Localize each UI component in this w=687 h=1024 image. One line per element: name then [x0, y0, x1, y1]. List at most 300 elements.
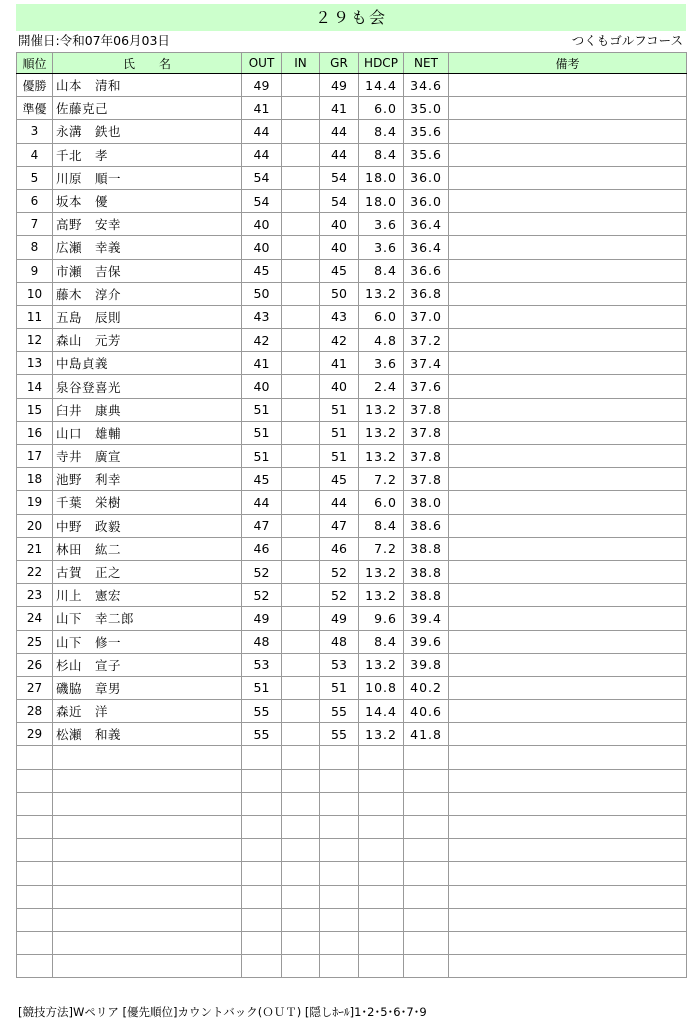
- name-cell: [53, 816, 242, 839]
- table-row: [17, 862, 687, 885]
- in-cell: [282, 885, 320, 908]
- rank-cell: [17, 816, 53, 839]
- name-cell: 中野 政毅: [53, 514, 242, 537]
- net-cell: 39.6: [404, 630, 449, 653]
- rank-cell: 16: [17, 421, 53, 444]
- hdcp-cell: 13.2: [359, 445, 404, 468]
- net-cell: 37.2: [404, 329, 449, 352]
- net-cell: [404, 908, 449, 931]
- gross-cell: 51: [320, 398, 359, 421]
- remarks-cell: [449, 816, 687, 839]
- hdcp-cell: 3.6: [359, 213, 404, 236]
- remarks-cell: [449, 491, 687, 514]
- out-cell: 52: [242, 584, 282, 607]
- remarks-cell: [449, 908, 687, 931]
- out-cell: 41: [242, 97, 282, 120]
- table-row: [17, 653, 687, 676]
- in-cell: [282, 676, 320, 699]
- table-row: [17, 189, 687, 212]
- net-cell: 37.8: [404, 398, 449, 421]
- in-cell: [282, 398, 320, 421]
- name-cell: 高野 安幸: [53, 213, 242, 236]
- remarks-cell: [449, 769, 687, 792]
- net-cell: 36.6: [404, 259, 449, 282]
- table-row: [17, 792, 687, 815]
- table-row: [17, 74, 687, 97]
- out-cell: [242, 839, 282, 862]
- name-cell: [53, 839, 242, 862]
- table-row: [17, 560, 687, 583]
- rank-cell: 23: [17, 584, 53, 607]
- net-cell: 37.6: [404, 375, 449, 398]
- name-cell: 千北 孝: [53, 143, 242, 166]
- out-cell: 50: [242, 282, 282, 305]
- hdcp-cell: 8.4: [359, 143, 404, 166]
- in-cell: [282, 305, 320, 328]
- net-cell: 36.4: [404, 236, 449, 259]
- out-cell: 43: [242, 305, 282, 328]
- name-cell: 松瀬 和義: [53, 723, 242, 746]
- event-date: 開催日:令和07年06月03日: [18, 33, 170, 48]
- net-cell: 39.8: [404, 653, 449, 676]
- out-cell: 40: [242, 236, 282, 259]
- hdcp-cell: 13.2: [359, 421, 404, 444]
- net-cell: 35.0: [404, 97, 449, 120]
- rank-cell: [17, 955, 53, 978]
- name-cell: [53, 885, 242, 908]
- in-cell: [282, 537, 320, 560]
- name-cell: 五島 辰則: [53, 305, 242, 328]
- net-cell: 36.0: [404, 166, 449, 189]
- hdcp-cell: 4.8: [359, 329, 404, 352]
- column-header-hdcp: HDCP: [359, 53, 404, 74]
- column-header-gross: GR: [320, 53, 359, 74]
- rank-cell: 8: [17, 236, 53, 259]
- remarks-cell: [449, 143, 687, 166]
- net-cell: 37.0: [404, 305, 449, 328]
- in-cell: [282, 282, 320, 305]
- gross-cell: 49: [320, 607, 359, 630]
- name-cell: [53, 862, 242, 885]
- remarks-cell: [449, 74, 687, 97]
- table-row: [17, 213, 687, 236]
- hdcp-cell: [359, 792, 404, 815]
- hdcp-cell: 13.2: [359, 560, 404, 583]
- in-cell: [282, 653, 320, 676]
- out-cell: 46: [242, 537, 282, 560]
- gross-cell: [320, 862, 359, 885]
- out-cell: 53: [242, 653, 282, 676]
- hdcp-cell: [359, 769, 404, 792]
- rank-cell: 12: [17, 329, 53, 352]
- rank-cell: 準優: [17, 97, 53, 120]
- out-cell: 49: [242, 607, 282, 630]
- rank-cell: [17, 792, 53, 815]
- out-cell: [242, 931, 282, 954]
- hdcp-cell: 2.4: [359, 375, 404, 398]
- remarks-cell: [449, 120, 687, 143]
- name-cell: 坂本 優: [53, 189, 242, 212]
- rank-cell: 6: [17, 189, 53, 212]
- name-cell: 広瀬 幸義: [53, 236, 242, 259]
- out-cell: 51: [242, 676, 282, 699]
- net-cell: 38.8: [404, 584, 449, 607]
- name-cell: 泉谷登喜光: [53, 375, 242, 398]
- page-title: ２９も会: [16, 4, 686, 31]
- net-cell: [404, 862, 449, 885]
- table-row: [17, 143, 687, 166]
- gross-cell: [320, 769, 359, 792]
- remarks-cell: [449, 445, 687, 468]
- name-cell: [53, 955, 242, 978]
- gross-cell: 42: [320, 329, 359, 352]
- table-row: [17, 445, 687, 468]
- gross-cell: [320, 816, 359, 839]
- rank-cell: 18: [17, 468, 53, 491]
- gross-cell: [320, 908, 359, 931]
- in-cell: [282, 421, 320, 444]
- out-cell: 51: [242, 398, 282, 421]
- rank-cell: 9: [17, 259, 53, 282]
- name-cell: [53, 931, 242, 954]
- out-cell: 51: [242, 445, 282, 468]
- in-cell: [282, 607, 320, 630]
- remarks-cell: [449, 839, 687, 862]
- hdcp-cell: [359, 955, 404, 978]
- in-cell: [282, 97, 320, 120]
- gross-cell: 40: [320, 213, 359, 236]
- net-cell: 38.8: [404, 537, 449, 560]
- rank-cell: 7: [17, 213, 53, 236]
- table-row: [17, 537, 687, 560]
- gross-cell: 52: [320, 560, 359, 583]
- in-cell: [282, 189, 320, 212]
- competition-rules: [競技方法]Wペリア [優先順位]カウントバック(ＯＵＴ) [隠しﾎｰﾙ]1･2･5･6･7･9: [18, 1005, 427, 1019]
- out-cell: [242, 908, 282, 931]
- remarks-cell: [449, 560, 687, 583]
- in-cell: [282, 352, 320, 375]
- in-cell: [282, 74, 320, 97]
- remarks-cell: [449, 329, 687, 352]
- gross-cell: 49: [320, 74, 359, 97]
- hdcp-cell: [359, 931, 404, 954]
- in-cell: [282, 514, 320, 537]
- table-row: [17, 885, 687, 908]
- out-cell: [242, 816, 282, 839]
- table-row: [17, 97, 687, 120]
- net-cell: 38.0: [404, 491, 449, 514]
- table-row: [17, 816, 687, 839]
- name-cell: 藤木 淳介: [53, 282, 242, 305]
- rank-cell: 22: [17, 560, 53, 583]
- remarks-cell: [449, 421, 687, 444]
- hdcp-cell: [359, 746, 404, 769]
- rank-cell: 11: [17, 305, 53, 328]
- gross-cell: 44: [320, 491, 359, 514]
- out-cell: 47: [242, 514, 282, 537]
- table-row: [17, 630, 687, 653]
- column-header-remarks: 備考: [449, 53, 687, 74]
- table-row: [17, 700, 687, 723]
- table-row: [17, 514, 687, 537]
- out-cell: 45: [242, 259, 282, 282]
- rank-cell: 20: [17, 514, 53, 537]
- net-cell: 41.8: [404, 723, 449, 746]
- name-cell: 山下 幸二郎: [53, 607, 242, 630]
- net-cell: 40.6: [404, 700, 449, 723]
- rank-cell: 13: [17, 352, 53, 375]
- in-cell: [282, 445, 320, 468]
- out-cell: 54: [242, 166, 282, 189]
- table-row: [17, 584, 687, 607]
- net-cell: 37.8: [404, 445, 449, 468]
- hdcp-cell: 14.4: [359, 74, 404, 97]
- table-row: [17, 329, 687, 352]
- net-cell: 35.6: [404, 120, 449, 143]
- rank-cell: 10: [17, 282, 53, 305]
- table-row: [17, 352, 687, 375]
- rank-cell: 5: [17, 166, 53, 189]
- in-cell: [282, 908, 320, 931]
- out-cell: [242, 792, 282, 815]
- hdcp-cell: [359, 862, 404, 885]
- table-row: [17, 908, 687, 931]
- remarks-cell: [449, 700, 687, 723]
- remarks-cell: [449, 259, 687, 282]
- in-cell: [282, 166, 320, 189]
- in-cell: [282, 746, 320, 769]
- rank-cell: [17, 931, 53, 954]
- net-cell: [404, 816, 449, 839]
- table-header-row: [17, 53, 687, 74]
- net-cell: 34.6: [404, 74, 449, 97]
- gross-cell: 54: [320, 189, 359, 212]
- name-cell: 森近 洋: [53, 700, 242, 723]
- net-cell: 36.4: [404, 213, 449, 236]
- table-row: [17, 375, 687, 398]
- rank-cell: [17, 908, 53, 931]
- in-cell: [282, 584, 320, 607]
- rank-cell: 19: [17, 491, 53, 514]
- table-row: [17, 259, 687, 282]
- hdcp-cell: 8.4: [359, 120, 404, 143]
- name-cell: 永溝 鉄也: [53, 120, 242, 143]
- gross-cell: 41: [320, 352, 359, 375]
- gross-cell: 45: [320, 259, 359, 282]
- remarks-cell: [449, 885, 687, 908]
- rank-cell: [17, 862, 53, 885]
- table-row: [17, 120, 687, 143]
- table-row: [17, 166, 687, 189]
- name-cell: 川上 憲宏: [53, 584, 242, 607]
- in-cell: [282, 120, 320, 143]
- rank-cell: 28: [17, 700, 53, 723]
- out-cell: 54: [242, 189, 282, 212]
- rank-cell: 3: [17, 120, 53, 143]
- net-cell: [404, 955, 449, 978]
- name-cell: 古賀 正之: [53, 560, 242, 583]
- in-cell: [282, 723, 320, 746]
- net-cell: 37.4: [404, 352, 449, 375]
- hdcp-cell: [359, 816, 404, 839]
- gross-cell: 40: [320, 236, 359, 259]
- table-row: [17, 839, 687, 862]
- out-cell: 40: [242, 375, 282, 398]
- gross-cell: 40: [320, 375, 359, 398]
- hdcp-cell: 7.2: [359, 537, 404, 560]
- hdcp-cell: 13.2: [359, 584, 404, 607]
- name-cell: 山口 雄輔: [53, 421, 242, 444]
- net-cell: 36.0: [404, 189, 449, 212]
- remarks-cell: [449, 792, 687, 815]
- remarks-cell: [449, 746, 687, 769]
- hdcp-cell: 13.2: [359, 398, 404, 421]
- hdcp-cell: 8.4: [359, 514, 404, 537]
- in-cell: [282, 468, 320, 491]
- gross-cell: 54: [320, 166, 359, 189]
- net-cell: [404, 931, 449, 954]
- out-cell: [242, 955, 282, 978]
- gross-cell: [320, 955, 359, 978]
- net-cell: 37.8: [404, 468, 449, 491]
- gross-cell: 50: [320, 282, 359, 305]
- rank-cell: 29: [17, 723, 53, 746]
- gross-cell: [320, 792, 359, 815]
- net-cell: 38.8: [404, 560, 449, 583]
- gross-cell: [320, 885, 359, 908]
- remarks-cell: [449, 862, 687, 885]
- net-cell: 37.8: [404, 421, 449, 444]
- column-header-name: 氏 名: [53, 53, 242, 74]
- name-cell: 森山 元芳: [53, 329, 242, 352]
- table-row: [17, 676, 687, 699]
- remarks-cell: [449, 213, 687, 236]
- out-cell: 44: [242, 491, 282, 514]
- name-cell: 山下 修一: [53, 630, 242, 653]
- remarks-cell: [449, 630, 687, 653]
- hdcp-cell: [359, 839, 404, 862]
- table-row: [17, 421, 687, 444]
- table-body: [17, 74, 687, 978]
- in-cell: [282, 236, 320, 259]
- net-cell: 35.6: [404, 143, 449, 166]
- hdcp-cell: [359, 885, 404, 908]
- rank-cell: [17, 885, 53, 908]
- hdcp-cell: 7.2: [359, 468, 404, 491]
- rank-cell: 4: [17, 143, 53, 166]
- remarks-cell: [449, 375, 687, 398]
- out-cell: 42: [242, 329, 282, 352]
- hdcp-cell: 6.0: [359, 491, 404, 514]
- column-header-rank: 順位: [17, 53, 53, 74]
- net-cell: [404, 746, 449, 769]
- remarks-cell: [449, 514, 687, 537]
- gross-cell: [320, 746, 359, 769]
- rank-cell: 27: [17, 676, 53, 699]
- out-cell: 51: [242, 421, 282, 444]
- out-cell: 55: [242, 700, 282, 723]
- out-cell: 44: [242, 143, 282, 166]
- in-cell: [282, 491, 320, 514]
- table-row: [17, 236, 687, 259]
- out-cell: 49: [242, 74, 282, 97]
- remarks-cell: [449, 653, 687, 676]
- in-cell: [282, 630, 320, 653]
- out-cell: 40: [242, 213, 282, 236]
- name-cell: 寺井 廣宣: [53, 445, 242, 468]
- rank-cell: 17: [17, 445, 53, 468]
- hdcp-cell: 6.0: [359, 97, 404, 120]
- table-row: [17, 769, 687, 792]
- name-cell: 佐藤克己: [53, 97, 242, 120]
- table-row: [17, 746, 687, 769]
- remarks-cell: [449, 236, 687, 259]
- name-cell: 池野 利幸: [53, 468, 242, 491]
- out-cell: [242, 746, 282, 769]
- gross-cell: 51: [320, 445, 359, 468]
- rank-cell: [17, 769, 53, 792]
- net-cell: [404, 769, 449, 792]
- remarks-cell: [449, 584, 687, 607]
- name-cell: 千葉 栄樹: [53, 491, 242, 514]
- remarks-cell: [449, 537, 687, 560]
- net-cell: 39.4: [404, 607, 449, 630]
- remarks-cell: [449, 398, 687, 421]
- gross-cell: 55: [320, 700, 359, 723]
- hdcp-cell: 10.8: [359, 676, 404, 699]
- name-cell: 市瀬 吉保: [53, 259, 242, 282]
- name-cell: 杉山 宣子: [53, 653, 242, 676]
- remarks-cell: [449, 166, 687, 189]
- remarks-cell: [449, 607, 687, 630]
- hdcp-cell: 13.2: [359, 653, 404, 676]
- rank-cell: 24: [17, 607, 53, 630]
- table-row: [17, 723, 687, 746]
- rank-cell: [17, 746, 53, 769]
- in-cell: [282, 375, 320, 398]
- name-cell: 山本 清和: [53, 74, 242, 97]
- remarks-cell: [449, 189, 687, 212]
- hdcp-cell: 18.0: [359, 189, 404, 212]
- in-cell: [282, 931, 320, 954]
- name-cell: 林田 紘二: [53, 537, 242, 560]
- gross-cell: 47: [320, 514, 359, 537]
- gross-cell: 43: [320, 305, 359, 328]
- in-cell: [282, 955, 320, 978]
- hdcp-cell: 18.0: [359, 166, 404, 189]
- name-cell: 臼井 康典: [53, 398, 242, 421]
- hdcp-cell: 3.6: [359, 236, 404, 259]
- gross-cell: 48: [320, 630, 359, 653]
- table-row: [17, 955, 687, 978]
- rank-cell: 15: [17, 398, 53, 421]
- in-cell: [282, 329, 320, 352]
- rank-cell: 優勝: [17, 74, 53, 97]
- gross-cell: 51: [320, 676, 359, 699]
- net-cell: [404, 792, 449, 815]
- gross-cell: 53: [320, 653, 359, 676]
- course-name: つくもゴルフコース: [571, 33, 683, 48]
- net-cell: 38.6: [404, 514, 449, 537]
- rank-cell: 26: [17, 653, 53, 676]
- table-row: [17, 305, 687, 328]
- hdcp-cell: [359, 908, 404, 931]
- name-cell: [53, 746, 242, 769]
- hdcp-cell: 13.2: [359, 723, 404, 746]
- out-cell: 45: [242, 468, 282, 491]
- in-cell: [282, 700, 320, 723]
- name-cell: [53, 769, 242, 792]
